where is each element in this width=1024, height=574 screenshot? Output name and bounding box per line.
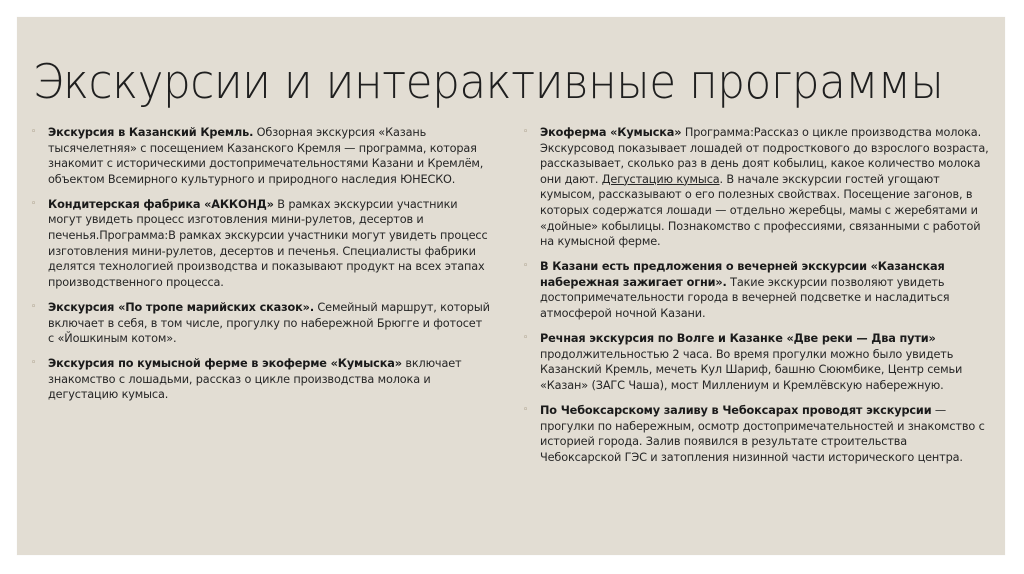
kumys-tasting-link[interactable]: Дегустацию кумыса — [601, 172, 720, 186]
item-text: продолжительностью 2 часа. Во время прогулки можно было увидеть Казанский Кремль, мечеть Кул Шариф, башню Сююмбике, Центр семьи «Казан» (ЗАГС Чаша), мост Миллениум и Кремлёвскую набережную. — [540, 347, 963, 392]
list-item-akkond-factory — [31, 197, 491, 291]
bullet-icon: ◦ — [523, 333, 529, 344]
left-column — [31, 125, 491, 413]
list-item-cheboksary-bay — [523, 403, 991, 465]
item-lead: В Казани есть предложения о вечерней экскурсии «Казанская набережная зажигает огни». — [540, 260, 945, 289]
list-item-evening-embankment — [523, 259, 991, 321]
bullet-icon: ◦ — [31, 301, 37, 312]
list-item-kumys-farm-tour — [31, 356, 491, 403]
item-lead: Экскурсия в Казанский Кремль. — [48, 126, 254, 139]
bullet-icon: ◦ — [523, 127, 529, 137]
item-text: . В начале экскурсии гостей угощают кумысом, рассказывают о его полезных свойствах. Посещение загонов, в которых содержатся лошади — отдельно жеребцы, мамы с жеребятами и «дойные» кобылицы. Познакомство с профессиями, связанными с работой на кумысной ферме. — [540, 172, 981, 249]
item-lead: Экскурсия «По тропе марийских сказок». — [48, 300, 314, 314]
item-text: включает знакомство с лошадьми, рассказ о цикле производства молока и дегустацию кумыса. — [48, 357, 462, 402]
item-text: Программа:Рассказ о цикле производства молока. Экскурсовод показывает лошадей от подросткового до взрослого возраста, рассказывает, сколько раз в день доят кобылиц, какое количество молока они дают. — [540, 126, 989, 186]
item-lead: Кондитерская фабрика «АККОНД» — [48, 197, 274, 211]
bullet-icon: ◦ — [523, 405, 529, 415]
bullet-icon: ◦ — [31, 127, 37, 137]
list-item-river-tour — [523, 331, 991, 393]
slide-title: Экскурсии и интерактивные программы — [33, 55, 944, 110]
item-lead: Речная экскурсия по Волге и Казанке «Две реки — Два пути» — [540, 332, 936, 346]
item-lead: Экскурсия по кумысной ферме в экоферме «Кумыска» — [48, 357, 402, 371]
item-text: Обзорная экскурсия «Казань тысячелетняя» с посещением Казанского Кремля — программа, которая знакомит с историческими достопримечательностями Казани и Кремлём, объектом Всемирного культурного и природного наследия ЮНЕСКО. — [48, 126, 484, 186]
bullet-icon: ◦ — [523, 261, 529, 272]
list-item-mari-tales-trail — [31, 300, 491, 347]
item-text: — прогулки по набережным, осмотр достопримечательностей и знакомство с историей города. Залив появился в результате строительства Чебоксарской ГЭС и затопления низинной части исторического центра. — [540, 404, 985, 464]
item-text: В рамках экскурсии участники могут увидеть процесс изготовления мини-рулетов, десертов и печенья.Программа:В рамках экскурсии участники могут увидеть процесс изготовления мини-рулетов, десертов и печенья. Специалисты фабрики делятся технологией производства и показывают продукт на всех этапах производственного процесса. — [48, 197, 488, 289]
list-item-ecofarm-kumyska — [523, 125, 991, 250]
right-column — [523, 125, 991, 475]
item-lead: По Чебоксарскому заливу в Чебоксарах проводят экскурсии — [540, 404, 932, 417]
slide — [17, 17, 1005, 555]
bullet-icon: ◦ — [31, 358, 37, 369]
bullet-icon: ◦ — [31, 198, 37, 209]
item-lead: Экоферма «Кумыска» — [540, 126, 682, 139]
item-text: Такие экскурсии позволяют увидеть достопримечательности города в вечерней подсветке и насладиться атмосферой ночной Казани. — [540, 275, 950, 321]
list-item-kazan-kremlin — [31, 125, 491, 187]
item-text: Семейный маршрут, который включает в себя, в том числе, прогулку по набережной Брюгге и фотосет с «Йошкиным котом». — [48, 300, 490, 346]
